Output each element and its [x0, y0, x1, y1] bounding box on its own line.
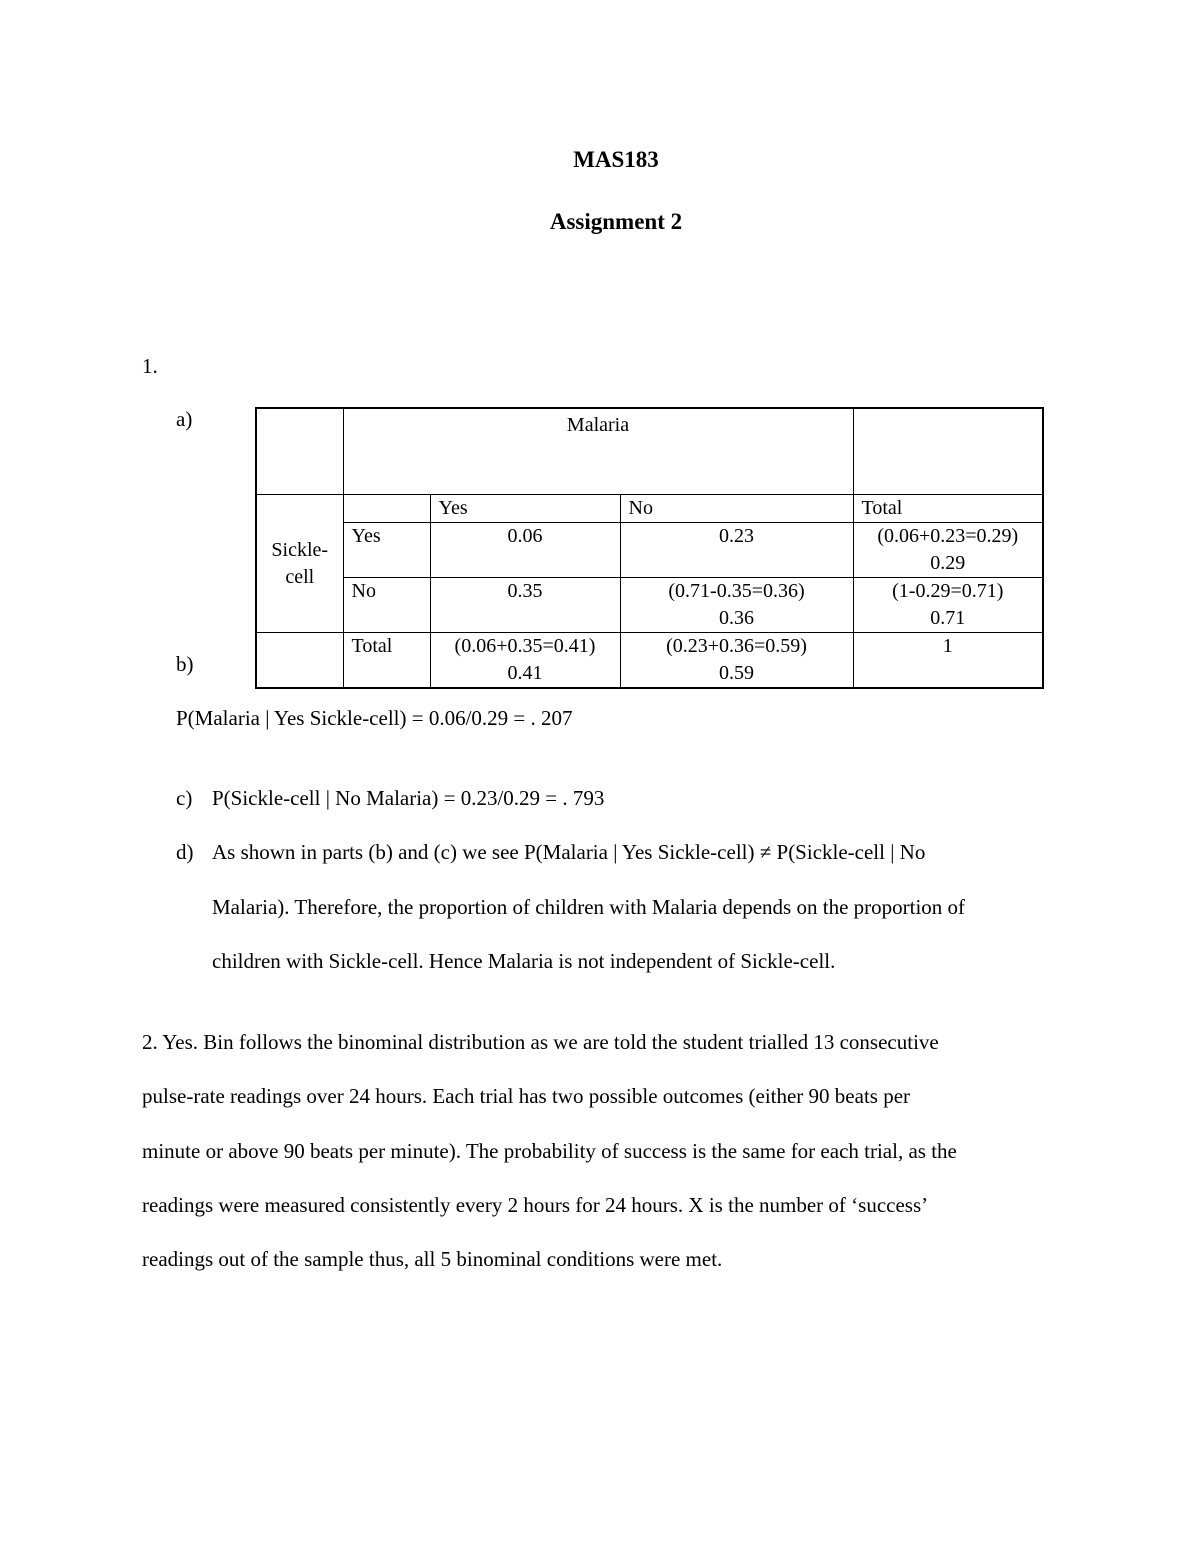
part-a-label: a) — [176, 407, 193, 431]
answer-c-text: P(Sickle-cell | No Malaria) = 0.23/0.29 = . 793 — [212, 786, 605, 810]
row-label-no: No — [343, 578, 430, 633]
table-header-row — [256, 408, 1043, 495]
question-1-number: 1. — [142, 354, 158, 378]
q2-line-4: readings were measured consistently every 2 hours for 24 hours. X is the number of ‘success’ — [142, 1193, 929, 1217]
cell-no-total — [853, 578, 1043, 633]
part-b-label: b) — [176, 652, 194, 676]
table-corner-cell — [256, 408, 343, 495]
cell-value: 0.35 — [507, 580, 543, 602]
q2-line-1: 2. Yes. Bin follows the binominal distribution as we are told the student trialled 13 consecutive — [142, 1030, 939, 1054]
cell-formula: (0.71-0.35=0.36) — [668, 580, 805, 602]
table-column-header-row — [256, 495, 1043, 523]
table-row — [256, 633, 1043, 689]
q2-line-5: readings out of the sample thus, all 5 binominal conditions were met. — [142, 1247, 723, 1271]
cell-value: 0.29 — [930, 552, 966, 574]
sickle-cell-row-group — [256, 495, 343, 633]
cell-formula: (0.06+0.23=0.29) — [877, 525, 1019, 547]
course-title: MAS183 — [573, 147, 659, 172]
cell-value: 1 — [942, 635, 953, 657]
cell-yes-no — [620, 523, 853, 578]
cell-grand-total — [853, 633, 1043, 689]
cell-formula: (1-0.29=0.71) — [892, 580, 1004, 602]
answer-d-line-3: children with Sickle-cell. Hence Malaria is not independent of Sickle-cell. — [212, 949, 836, 973]
malaria-header: Malaria — [343, 408, 853, 495]
answer-d-mark: d) — [176, 840, 194, 864]
answer-b: P(Malaria | Yes Sickle-cell) = 0.06/0.29 = . 207 — [176, 706, 573, 730]
cell-no-yes — [430, 578, 620, 633]
empty-total-group-cell — [256, 633, 343, 689]
table-row — [256, 578, 1043, 633]
q2-line-2: pulse-rate readings over 24 hours. Each trial has two possible outcomes (either 90 beats per — [142, 1084, 911, 1108]
contingency-table — [255, 407, 1044, 689]
cell-value: 0.06 — [507, 525, 543, 547]
empty-header-cell — [343, 495, 430, 523]
cell-value: 0.71 — [930, 607, 966, 629]
assignment-title: Assignment 2 — [549, 209, 683, 234]
q2-line-3: minute or above 90 beats per minute). The probability of success is the same for each trial, as the — [142, 1139, 957, 1163]
cell-formula: (0.06+0.35=0.41) — [454, 635, 596, 657]
row-group-line-2: cell — [285, 565, 315, 588]
table-row — [256, 523, 1043, 578]
cell-total-yes — [430, 633, 620, 689]
cell-no-no — [620, 578, 853, 633]
cell-value: 0.59 — [719, 662, 754, 684]
cell-value: 0.23 — [719, 525, 754, 547]
cell-formula: (0.23+0.36=0.59) — [666, 635, 807, 657]
cell-yes-yes — [430, 523, 620, 578]
row-label-yes: Yes — [343, 523, 430, 578]
answer-c-mark: c) — [176, 786, 193, 810]
col-header-total: Total — [853, 495, 1043, 523]
cell-value: 0.36 — [719, 607, 754, 629]
col-header-no: No — [620, 495, 853, 523]
row-group-line-1: Sickle- — [271, 538, 329, 561]
col-header-yes: Yes — [430, 495, 620, 523]
cell-total-no — [620, 633, 853, 689]
answer-d-line-2: Malaria). Therefore, the proportion of children with Malaria depends on the proportion of — [212, 895, 966, 919]
answer-d-line-1: As shown in parts (b) and (c) we see P(Malaria | Yes Sickle-cell) ≠ P(Sickle-cell | No — [212, 840, 926, 864]
cell-value: 0.41 — [507, 662, 543, 684]
table-empty-header-cell — [853, 408, 1043, 495]
row-label-total: Total — [343, 633, 430, 689]
cell-yes-total — [853, 523, 1043, 578]
